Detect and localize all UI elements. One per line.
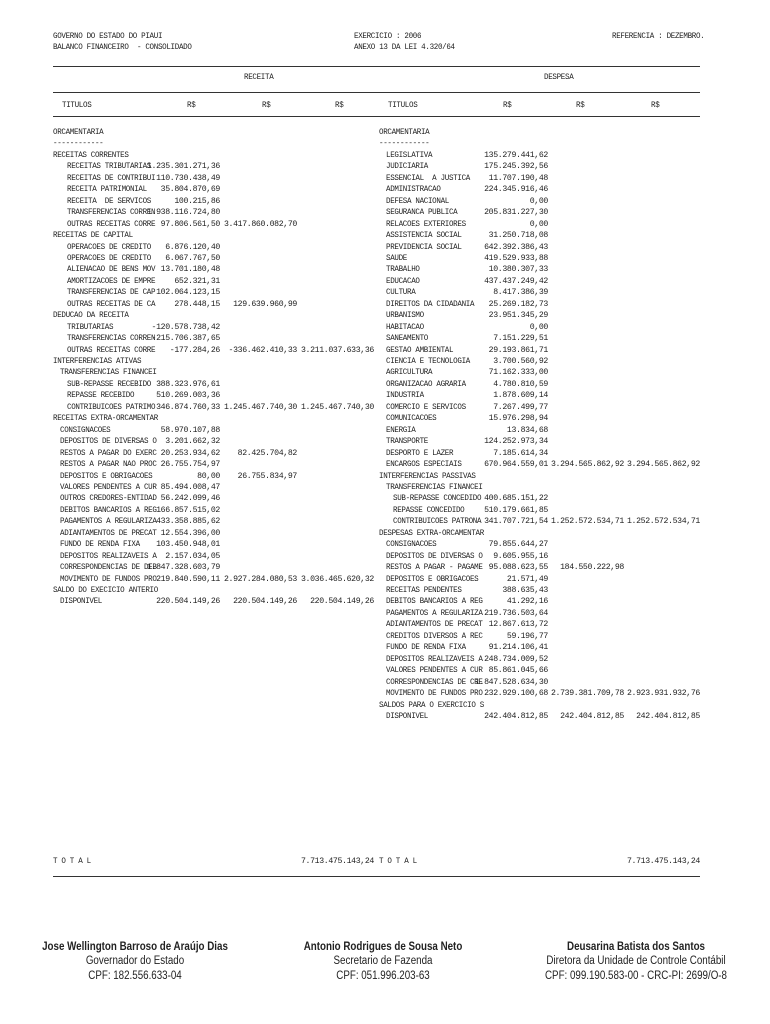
despesa-row-label: MOVIMENTO DE FUNDOS PRO [386,689,483,699]
receita-row-value-1: 85.494.008,47 [160,482,220,492]
despesa-row-label: COMUNICACOES [386,414,437,424]
despesa-row-label: RESTOS A PAGAR - PAGAME [386,563,483,573]
despesa-row-label: SUB-REPASSE CONCEDIDO [393,494,482,504]
despesa-row-label: TRANSFERENCIAS FINANCEI [386,482,483,492]
receita-row-label: CONTRIBUICOES PATRIMO [67,402,156,412]
col-header-rs2: R$ [262,101,271,110]
despesa-row-label: EDUCACAO [386,276,420,286]
signature-name: Deusarina Batista dos Santos [567,941,705,953]
despesa-row-value-1: 670.964.559,01 [484,460,548,470]
total-value-right: 7.713.475.143,24 [626,857,700,866]
receita-row-label: OUTRAS RECEITAS CORRE [67,219,156,229]
despesa-row-value-1: 9.605.955,16 [493,551,548,561]
signature-id: CPF: 051.996.203-63 [336,969,430,982]
receita-row-label: REPASSE RECEBIDO [67,391,135,401]
receita-row-label: RECEITAS DE CAPITAL [53,231,133,241]
receita-row-label: ORCAMENTARIA [53,128,104,137]
receita-row-label: OUTRAS RECEITAS DE CA [67,299,156,309]
receita-row-label: SUB-REPASSE RECEBIDO [67,379,151,389]
receita-row-label: DEPOSITOS REALIZAVEIS A [60,551,157,561]
despesa-row-label: ADIANTAMENTOS DE PRECAT [386,620,483,630]
despesa-row-value-2: 2.739.381.709,78 [550,689,624,699]
divider-col-headers [53,116,700,117]
despesa-row-label: VALORES PENDENTES A CUR [386,666,483,676]
col-header-rs1: R$ [187,101,196,110]
receita-row-label: DEBITOS BANCARIOS A REG [60,505,157,515]
receita-row-label: TRANSFERENCIAS CORREN [67,334,156,344]
despesa-row-label: DEPOSITOS E OBRIGACOES [386,574,479,584]
despesa-row-value-1: 248.734.009,52 [484,654,548,664]
despesa-row-value-1: 242.404.812,85 [484,711,548,721]
despesa-row-value-1: 79.855.644,27 [488,540,548,550]
receita-row-label: ALIENACAO DE BENS MOV [67,265,156,275]
despesa-row-value-3: 242.404.812,85 [636,711,700,721]
receita-row-label: CORRESPONDENCIAS DE DEB [60,563,157,573]
receita-row-value-3: 1.245.467.740,30 [300,402,374,412]
receita-row-label: RECEITA PATRIMONIAL [67,185,147,195]
signature-governor [10,940,260,983]
receita-row-label: TRANSFERENCIAS CORREN [67,208,156,218]
receita-row-label: SALDO DO EXECICIO ANTERIO [53,586,158,595]
receita-row-label: RECEITAS EXTRA-ORCAMENTAR [53,414,158,424]
receita-row-value-1: 388.323.976,61 [156,379,220,389]
despesa-row-value-1: 31.250.718,08 [488,231,548,241]
despesa-row-label: SAUDE [386,253,408,263]
despesa-row-value-1: 205.831.227,30 [484,208,548,218]
receita-row-value-3: 3.211.037.633,36 [300,345,374,355]
receita-row-value-1: 110.730.438,49 [156,173,220,183]
despesa-row-label: ORGANIZACAO AGRARIA [386,379,466,389]
despesa-row-value-3: 1.252.572.534,71 [626,517,700,527]
despesa-row-value-1: 12.867.613,72 [488,620,548,630]
despesa-row-value-1: 3.700.560,92 [493,357,548,366]
receita-row-label: DISPONIVEL [60,597,102,607]
despesa-row-value-1: 219.736.503,64 [484,608,548,618]
despesa-row-label: FUNDO DE RENDA FIXA [386,643,466,653]
despesa-row-label: REPASSE CONCEDIDO [393,505,465,515]
receita-row-label: RECEITAS DE CONTRIBUI [67,173,156,183]
despesa-row-label: TRANSPORTE [386,437,428,447]
despesa-row-label: CIENCIA E TECNOLOGIA [386,357,470,366]
receita-row-label: OPERACOES DE CREDITO [67,253,151,263]
receita-row-value-1: 26.755.754,97 [160,460,220,470]
despesa-row-label: DIREITOS DA CIDADANIA [386,299,475,309]
despesa-row-label: JUDICIARIA [386,162,428,172]
despesa-row-label: PAGAMENTOS A REGULARIZA [386,608,483,618]
receita-row-label: OUTRAS RECEITAS CORRE [67,345,156,355]
despesa-row-value-1: 23.951.345,29 [488,311,548,321]
receita-row-value-2: 82.425.704,82 [237,448,297,458]
despesa-row-label: ENCARGOS ESPECIAIS [386,460,462,470]
header-government: GOVERNO DO ESTADO DO PIAUI [53,32,163,41]
receita-row-label: FUNDO DE RENDA FIXA [60,540,140,550]
receita-row-value-1: 2.157.034,05 [165,551,220,561]
receita-row-value-1: 58.970.107,88 [160,425,220,435]
signature-role: Secretario de Fazenda [333,955,433,967]
receita-row-value-1: 433.358.885,62 [156,517,220,527]
despesa-row-label: RECEITAS PENDENTES [386,586,462,595]
receita-row-value-1: 6.876.120,40 [165,242,220,252]
despesa-row-value-1: 11.707.190,48 [488,173,548,183]
despesa-row-label: DEFESA NACIONAL [386,196,449,206]
receita-row-value-1: -120.578.738,42 [151,322,220,332]
divider-top [53,66,700,67]
receita-row-label: RECEITAS CORRENTES [53,150,129,160]
despesa-row-value-1: 7.151.229,51 [493,334,548,344]
despesa-row-value-2: 3.294.565.862,92 [550,460,624,470]
despesa-row-label: ESSENCIAL A JUSTICA [386,173,470,183]
section-receita: RECEITA [244,73,274,82]
header-annex: ANEXO 13 DA LEI 4.320/64 [354,43,455,52]
col-header-titulos-right: TITULOS [388,101,418,110]
receita-row-value-1: 100.215,86 [174,196,220,206]
despesa-row-label: COMERCIO E SERVICOS [386,402,466,412]
receita-row-label: VALORES PENDENTES A CUR [60,482,157,492]
receita-row-label: INTERFERENCIAS ATIVAS [53,357,142,366]
despesa-row-label: TRABALHO [386,265,420,275]
despesa-row-label: CONSIGNACOES [386,540,437,550]
col-header-rs4: R$ [503,101,512,110]
receita-row-label: RECEITAS TRIBUTARIAS [67,162,151,172]
despesa-row-value-1: 175.245.392,56 [484,162,548,172]
total-label-left: T O T A L [53,857,91,866]
receita-row-label: DEPOSITOS DE DIVERSAS O [60,437,157,447]
receita-row-value-1: 13.701.180,48 [160,265,220,275]
despesa-row-value-1: 71.162.333,00 [488,368,548,378]
despesa-row-value-2: 184.550.222,98 [560,563,624,573]
despesa-row-label: DEPOSITOS REALIZAVEIS A [386,654,483,664]
despesa-row-value-1: 29.193.861,71 [488,345,548,355]
receita-row-value-1: 35.804.870,69 [160,185,220,195]
despesa-row-label: SANEAMENTO [386,334,428,344]
header-reference: REFERENCIA : DEZEMBRO. [612,32,705,41]
receita-row-value-1: 56.242.099,46 [160,494,220,504]
receita-row-label: PAGAMENTOS A REGULARIZA [60,517,157,527]
receita-row-value-1: 97.806.561,50 [160,219,220,229]
despesa-row-label: ASSISTENCIA SOCIAL [386,231,462,241]
despesa-row-value-1: 135.279.441,62 [484,150,548,160]
signature-secretary [258,940,508,983]
receita-row-label: ADIANTAMENTOS DE PRECAT [60,528,157,538]
receita-row-label: DEPOSITOS E OBRIGACOES [60,471,153,481]
receita-row-value-1: 1.847.328.603,79 [146,563,220,573]
despesa-row-value-1: 85.861.045,66 [488,666,548,676]
col-header-rs3: R$ [335,101,344,110]
despesa-row-value-1: 510.179.661,85 [484,505,548,515]
despesa-row-value-2: 242.404.812,85 [560,711,624,721]
despesa-row-label: URBANISMO [386,311,424,321]
receita-row-value-1: 6.067.767,50 [165,253,220,263]
despesa-row-label: ------------ [379,139,430,149]
despesa-row-label: DEPOSITOS DE DIVERSAS O [386,551,483,561]
despesa-row-value-1: 1.847.528.634,30 [474,677,548,687]
receita-row-value-1: 346.874.760,33 [156,402,220,412]
receita-row-value-1: 12.554.396,00 [160,528,220,538]
receita-row-value-1: 278.448,15 [174,299,220,309]
despesa-row-value-1: 95.088.623,55 [488,563,548,573]
receita-row-value-1: 219.840.590,11 [156,574,220,584]
despesa-row-value-1: 419.529.933,88 [484,253,548,263]
receita-row-value-1: 166.857.515,02 [156,505,220,515]
col-header-rs6: R$ [651,101,660,110]
receita-row-label: TRANSFERENCIAS DE CAP [67,288,156,298]
despesa-row-value-1: 59.196,77 [506,631,548,641]
despesa-row-label: ADMINISTRACAO [386,185,441,195]
despesa-row-value-1: 4.780.810,59 [493,379,548,389]
header-exercise: EXERCICIO : 2006 [354,32,422,41]
receita-row-value-3: 3.036.465.620,32 [300,574,374,584]
despesa-row-value-1: 10.380.307,33 [488,265,548,275]
despesa-row-label: AGRICULTURA [386,368,433,378]
total-label-right: T O T A L [379,857,417,866]
despesa-row-label: DESPORTO E LAZER [386,448,454,458]
despesa-row-value-1: 224.345.916,46 [484,185,548,195]
despesa-row-label: CREDITOS DIVERSOS A REC [386,631,483,641]
despesa-row-label: ORCAMENTARIA [379,128,430,137]
signature-role: Governador do Estado [85,955,185,967]
despesa-row-value-1: 7.267.499,77 [493,402,548,412]
despesa-row-value-1: 0,00 [529,219,548,229]
despesa-row-value-1: 21.571,49 [506,574,548,584]
despesa-row-value-2: 1.252.572.534,71 [550,517,624,527]
despesa-row-label: CULTURA [386,288,416,298]
despesa-row-label: INTERFERENCIAS PASSIVAS [379,471,476,481]
receita-row-label: DEDUCAO DA RECEITA [53,311,129,321]
receita-row-label: TRANSFERENCIAS FINANCEI [60,368,157,378]
despesa-row-label: HABITACAO [386,322,424,332]
despesa-row-value-1: 13.834,68 [506,425,548,435]
despesa-row-label: LEGISLATIVA [386,150,433,160]
despesa-row-label: CONTRIBUICOES PATRONA [393,517,482,527]
receita-row-value-1: 103.450.948,01 [156,540,220,550]
receita-row-value-1: 652.321,31 [174,276,220,286]
despesa-row-value-1: 437.437.249,42 [484,276,548,286]
despesa-row-label: INDUSTRIA [386,391,424,401]
receita-row-label: TRIBUTARIAS [67,322,114,332]
despesa-row-value-1: 388.635,43 [502,586,548,595]
despesa-row-value-1: 7.185.614,34 [493,448,548,458]
despesa-row-value-1: 400.685.151,22 [484,494,548,504]
receita-row-value-1: 1.938.116.724,80 [146,208,220,218]
despesa-row-value-1: 15.976.298,94 [488,414,548,424]
despesa-row-label: GESTAO AMBIENTAL [386,345,454,355]
receita-row-value-2: -336.462.410,33 [228,345,297,355]
despesa-row-value-3: 3.294.565.862,92 [626,460,700,470]
receita-row-value-2: 26.755.834,97 [237,471,297,481]
receita-row-label: AMORTIZACOES DE EMPRE [67,276,156,286]
col-header-rs5: R$ [576,101,585,110]
receita-row-value-2: 129.639.960,99 [233,299,297,309]
despesa-row-value-3: 2.923.931.932,76 [626,689,700,699]
despesa-row-label: RELACOES EXTERIORES [386,219,466,229]
receita-row-label: OPERACOES DE CREDITO [67,242,151,252]
receita-row-value-2: 220.504.149,26 [233,597,297,607]
despesa-row-label: DEBITOS BANCARIOS A REG [386,597,483,607]
divider-bottom [53,876,700,877]
despesa-row-label: PREVIDENCIA SOCIAL [386,242,462,252]
despesa-row-value-1: 8.417.386,39 [493,288,548,298]
receita-row-value-2: 1.245.467.740,30 [223,402,297,412]
receita-row-value-1: 1.235.301.271,36 [146,162,220,172]
header-report-title: BALANCO FINANCEIRO - CONSOLIDADO [53,43,192,52]
despesa-row-value-1: 91.214.106,41 [488,643,548,653]
receita-row-value-1: -177.284,26 [169,345,220,355]
receita-row-label: CONSIGNACOES [60,425,111,435]
receita-row-value-1: 510.269.003,36 [156,391,220,401]
signature-id: CPF: 182.556.633-04 [88,969,182,982]
despesa-row-label: CORRESPONDENCIAS DE CRE [386,677,483,687]
receita-row-label: MOVIMENTO DE FUNDOS PRO [60,574,157,584]
despesa-row-value-1: 341.707.721,54 [484,517,548,527]
signature-director [505,940,767,983]
col-header-titulos-left: TITULOS [62,101,92,110]
despesa-row-value-1: 124.252.973,34 [484,437,548,447]
receita-row-value-1: 20.253.934,62 [160,448,220,458]
despesa-row-label: DESPESAS EXTRA-ORCAMENTAR [379,528,484,538]
despesa-row-value-1: 0,00 [529,322,548,332]
divider-sections [53,92,700,93]
despesa-row-value-1: 25.269.182,73 [488,299,548,309]
receita-row-label: ------------ [53,139,104,149]
despesa-row-value-1: 1.878.609,14 [493,391,548,401]
signature-role: Diretora da Unidade de Controle Contábil [546,955,726,967]
receita-row-value-1: 102.064.123,15 [156,288,220,298]
receita-row-value-3: 220.504.149,26 [310,597,374,607]
despesa-row-label: ENERGIA [386,425,416,435]
signature-name: Jose Wellington Barroso de Araújo Dias [42,941,228,953]
receita-row-value-1: 3.201.662,32 [165,437,220,447]
receita-row-label: RECEITA DE SERVICOS [67,196,151,206]
signature-name: Antonio Rodrigues de Sousa Neto [303,941,463,953]
receita-row-label: RESTOS A PAGAR NAO PROC [60,460,157,470]
receita-row-value-2: 3.417.860.082,70 [223,219,297,229]
receita-row-value-2: 2.927.284.080,53 [223,574,297,584]
despesa-row-label: SEGURANCA PUBLICA [386,208,458,218]
despesa-row-value-1: 41.292,16 [506,597,548,607]
total-value-left: 7.713.475.143,24 [300,857,374,866]
receita-row-label: OUTROS CREDORES-ENTIDAD [60,494,157,504]
receita-row-value-1: 220.504.149,26 [156,597,220,607]
despesa-row-label: SALDOS PARA O EXERCICIO S [379,700,484,710]
despesa-row-value-1: 642.392.386,43 [484,242,548,252]
section-despesa: DESPESA [544,73,574,82]
receita-row-value-1: 80,00 [197,471,220,481]
signature-id: CPF: 099.190.583-00 - CRC-PI: 2699/O-8 [544,969,728,982]
receita-row-label: RESTOS A PAGAR DO EXERC [60,448,157,458]
receita-row-value-1: -215.706.387,65 [151,334,220,344]
despesa-row-label: DISPONIVEL [386,711,428,721]
despesa-row-value-1: 232.929.100,68 [484,689,548,699]
despesa-row-value-1: 0,00 [529,196,548,206]
